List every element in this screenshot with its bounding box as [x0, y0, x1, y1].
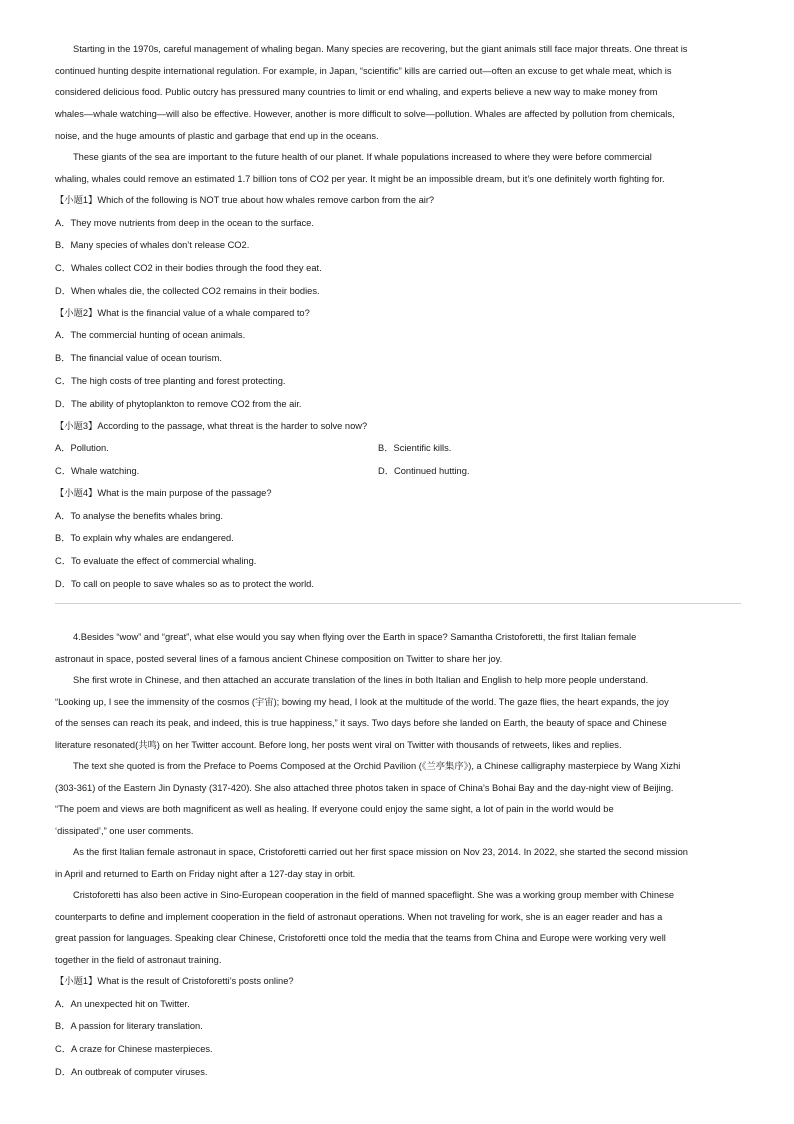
answer-option[interactable]: B．To explain why whales are endangered.	[55, 533, 234, 543]
paragraph-line: considered delicious food. Public outcry has pressured many countries to limit or end whaling, and experts believe a new way to make money from	[55, 87, 658, 97]
answer-option[interactable]: B．A passion for literary translation.	[55, 1021, 203, 1031]
paragraph-line: continued hunting despite international regulation. For example, in Japan, “scientific” kills are carried out—often an excuse to get whale meat, which is	[55, 66, 672, 76]
answer-option[interactable]: B．Many species of whales don’t release CO2.	[55, 240, 250, 250]
answer-option[interactable]: C．A craze for Chinese masterpieces.	[55, 1044, 213, 1054]
question-stem: 【小题1】Which of the following is NOT true about how whales remove carbon from the air?	[55, 195, 435, 205]
paragraph-line: As the first Italian female astronaut in space, Cristoforetti carried out her first space mission on Nov 23, 2014. In 2022, she started the second mission	[73, 847, 688, 857]
answer-option[interactable]: C．Whales collect CO2 in their bodies through the food they eat.	[55, 263, 322, 273]
paragraph-line: 4.Besides “wow” and “great”, what else would you say when flying over the Earth in space? Samantha Cristoforetti, the first Italian female	[73, 632, 637, 642]
answer-option[interactable]: C．Whale watching.	[55, 466, 140, 476]
answer-option[interactable]: D．When whales die, the collected CO2 remains in their bodies.	[55, 286, 320, 296]
paragraph-line: whaling, whales could remove an estimated 1.7 billion tons of CO2 per year. It might be an impossible dream, but it’s one definitely worth fighting for.	[55, 174, 665, 184]
paragraph-line: She first wrote in Chinese, and then attached an accurate translation of the lines in both Italian and English to help more people understand.	[73, 675, 649, 685]
answer-option[interactable]: C．To evaluate the effect of commercial whaling.	[55, 556, 257, 566]
paragraph-line: of the senses can reach its peak, and indeed, this is true happiness,” it says. Two days before she landed on Earth, the beauty of space and Chinese	[55, 718, 667, 728]
paragraph-line: whales—whale watching—will also be effective. However, another is more difficult to solve—pollution. Whales are affected by pollution from chemicals,	[55, 109, 675, 119]
answer-option[interactable]: D．To call on people to save whales so as to protect the world.	[55, 579, 314, 589]
answer-option[interactable]: A．The commercial hunting of ocean animals.	[55, 330, 246, 340]
paragraph-line: The text she quoted is from the Preface to Poems Composed at the Orchid Pavilion (《兰亭集序》), a Chinese calligraphy masterpiece by Wang Xizhi	[73, 761, 681, 771]
paragraph-line: in April and returned to Earth on Friday night after a 127-day stay in orbit.	[55, 869, 356, 879]
paragraph-line: Starting in the 1970s, careful management of whaling began. Many species are recovering, but the giant animals still face major threats. One threat is	[73, 44, 688, 54]
answer-option[interactable]: D．Continued hutting.	[378, 466, 470, 476]
paragraph-line: ‘dissipated’,” one user comments.	[55, 826, 194, 836]
paragraph-line: “Looking up, I see the immensity of the cosmos (宇宙); bowing my head, I look at the multitude of the world. The gaze flies, the heart expands, the joy	[55, 697, 669, 707]
question-stem: 【小题3】According to the passage, what threat is the harder to solve now?	[55, 421, 368, 431]
paragraph-line: astronaut in space, posted several lines of a famous ancient Chinese composition on Twitter to share her joy.	[55, 654, 503, 664]
paragraph-line: literature resonated(共鸣) on her Twitter account. Before long, her posts went viral on Twitter with thousands of retweets, likes and replies.	[55, 740, 622, 750]
paragraph-line: together in the field of astronaut training.	[55, 955, 222, 965]
paragraph-line: counterparts to define and implement cooperation in the field of astronaut operations. When not traveling for work, she is an eager reader and has a	[55, 912, 663, 922]
answer-option[interactable]: A．Pollution.	[55, 443, 109, 453]
paragraph-line: Cristoforetti has also been active in Sino-European cooperation in the field of manned spaceflight. She was a working group member with Chinese	[73, 890, 675, 900]
question-stem: 【小题4】What is the main purpose of the passage?	[55, 488, 272, 498]
paragraph-line: noise, and the huge amounts of plastic and garbage that end up in the oceans.	[55, 131, 379, 141]
answer-option[interactable]: A．An unexpected hit on Twitter.	[55, 999, 190, 1009]
question-stem: 【小题1】What is the result of Cristoforetti’s posts online?	[55, 976, 294, 986]
answer-option[interactable]: B．Scientific kills.	[378, 443, 452, 453]
answer-option[interactable]: C．The high costs of tree planting and forest protecting.	[55, 376, 286, 386]
paragraph-line: “The poem and views are both magnificent as well as healing. If everyone could enjoy the same sight, a lot of pain in the world would be	[55, 804, 614, 814]
answer-option[interactable]: B．The financial value of ocean tourism.	[55, 353, 222, 363]
question-stem: 【小题2】What is the financial value of a whale compared to?	[55, 308, 310, 318]
answer-option[interactable]: D．The ability of phytoplankton to remove CO2 from the air.	[55, 399, 302, 409]
answer-option[interactable]: A．They move nutrients from deep in the ocean to the surface.	[55, 218, 314, 228]
answer-option[interactable]: A．To analyse the benefits whales bring.	[55, 511, 223, 521]
paragraph-line: (303-361) of the Eastern Jin Dynasty (317-420). She also attached three photos taken in space of China’s Bohai Bay and the day-night view of Beijing.	[55, 783, 674, 793]
answer-option[interactable]: D．An outbreak of computer viruses.	[55, 1067, 208, 1077]
section-divider	[55, 603, 741, 604]
paragraph-line: great passion for languages. Speaking clear Chinese, Cristoforetti once told the media that the teams from China and Europe were working very well	[55, 933, 666, 943]
paragraph-line: These giants of the sea are important to the future health of our planet. If whale populations increased to where they were before commercial	[73, 152, 652, 162]
